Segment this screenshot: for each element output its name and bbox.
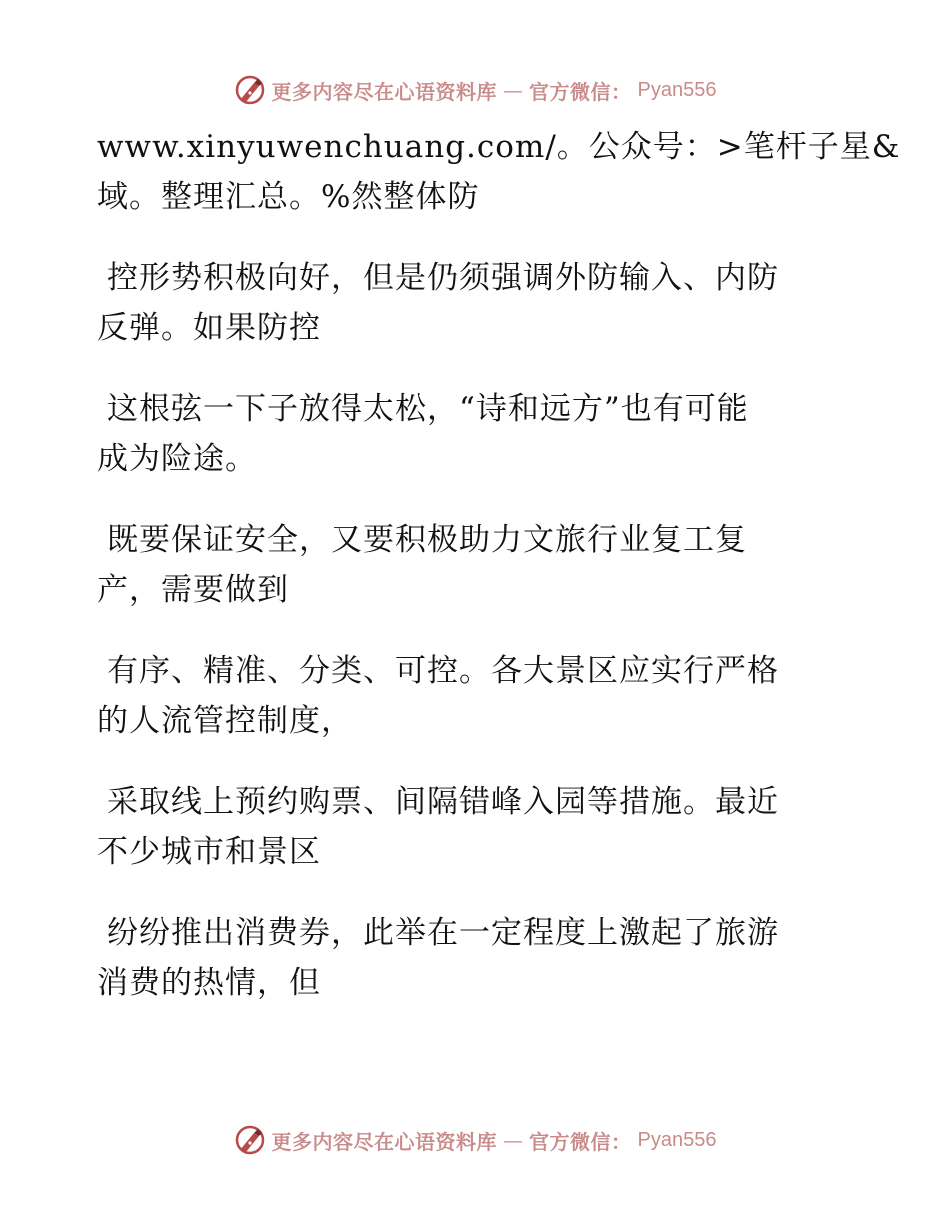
- page-footer: [0, 1120, 950, 1160]
- footer-brand-text: 更多内容尽在心语资料库: [271, 1129, 498, 1154]
- paragraph-3-line-2: 成为险途。: [97, 441, 257, 477]
- header-account: Pyan556: [637, 78, 717, 101]
- footer-label: 官方微信：: [529, 1129, 632, 1154]
- document-body: [97, 122, 901, 1039]
- paragraph-5-line-2: 的人流管控制度，: [97, 703, 353, 739]
- header-label: 官方微信：: [529, 79, 632, 104]
- paragraph-4-line-1: 既要保证安全，又要积极助力文旅行业复工复: [107, 522, 747, 558]
- footer-dash: —: [503, 1128, 524, 1152]
- paragraph-7-line-2: 消费的热情，但: [97, 965, 321, 1001]
- page-header: [0, 70, 950, 110]
- paragraph-7-line-1: 纷纷推出消费券，此举在一定程度上激起了旅游: [107, 915, 779, 951]
- paragraph-5-line-1: 有序、精准、分类、可控。各大景区应实行严格: [107, 653, 779, 689]
- header-dash: —: [503, 78, 524, 102]
- footer-account: Pyan556: [637, 1128, 717, 1151]
- paragraph-7: [97, 908, 837, 1008]
- paragraph-3-line-1: 这根弦一下子放得太松，“诗和远方”也有可能: [107, 391, 749, 427]
- pen-nib-logo-icon: [234, 1124, 266, 1156]
- paragraph-4-line-2: 产，需要做到: [97, 572, 289, 608]
- paragraph-3: [97, 384, 837, 484]
- paragraph-6-line-2: 不少城市和景区: [97, 834, 321, 870]
- paragraph-5: [97, 646, 837, 746]
- paragraph-2: [97, 253, 837, 353]
- paragraph-1: [97, 122, 901, 222]
- paragraph-6-line-1: 采取线上预约购票、间隔错峰入园等措施。最近: [107, 784, 779, 820]
- paragraph-4: [97, 515, 837, 615]
- footer-brand: [234, 1124, 717, 1156]
- paragraph-2-line-2: 反弹。如果防控: [97, 310, 321, 346]
- header-brand: [234, 74, 717, 106]
- paragraph-2-line-1: 控形势积极向好，但是仍须强调外防输入、内防: [107, 260, 779, 296]
- paragraph-6: [97, 777, 837, 877]
- paragraph-1-line-2: 域。整理汇总。%然整体防: [97, 179, 480, 215]
- header-brand-text: 更多内容尽在心语资料库: [271, 79, 498, 104]
- paragraph-1-line-1: www.xinyuwenchuang.com/。公众号：>笔杆子星&: [97, 129, 901, 165]
- pen-nib-logo-icon: [234, 74, 266, 106]
